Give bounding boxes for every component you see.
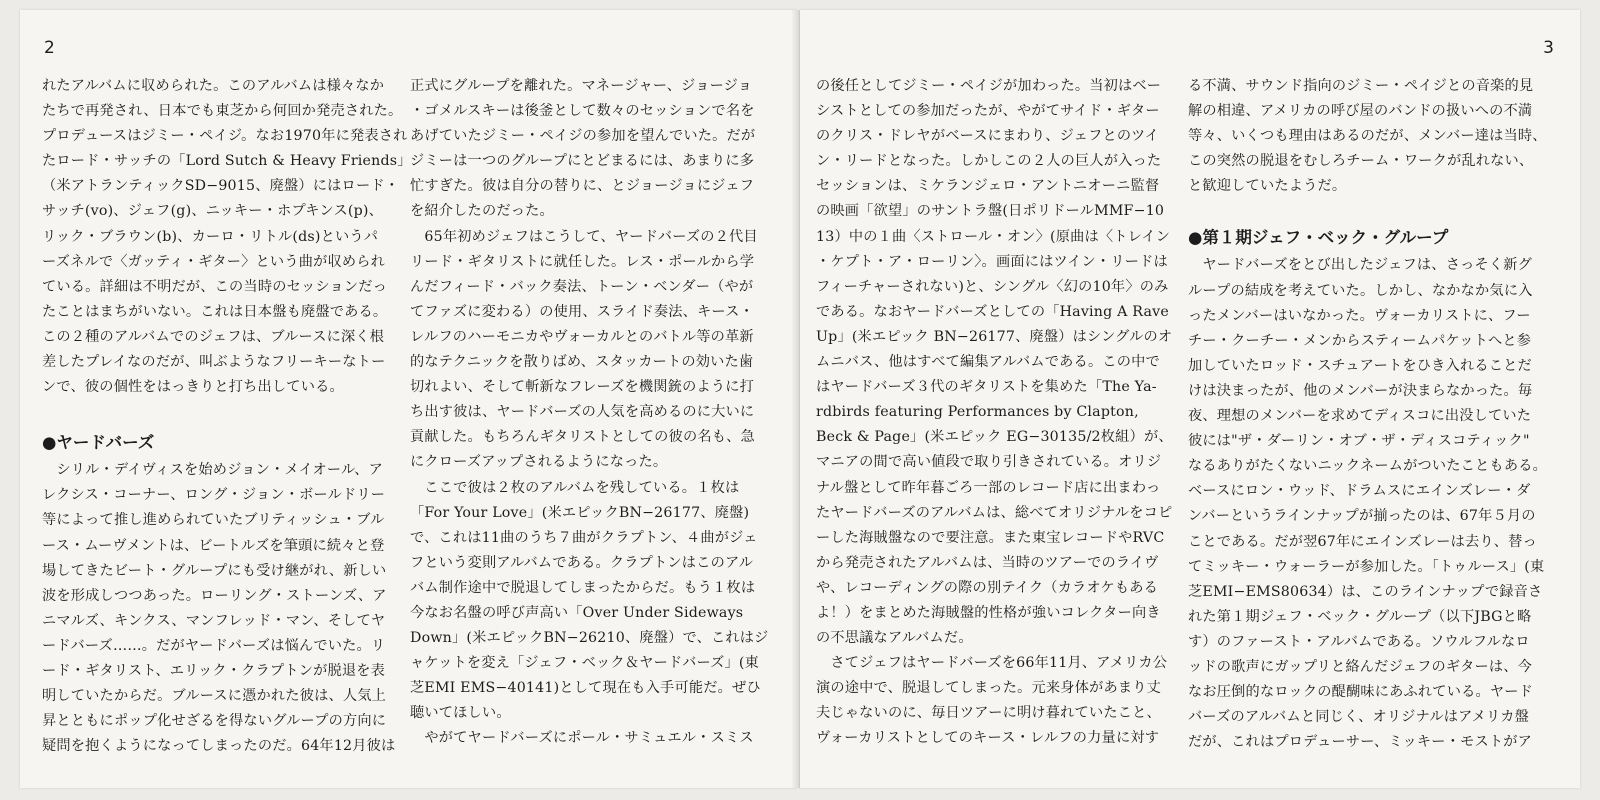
column-1 (42, 74, 412, 759)
col4-paragraph-2 (1188, 253, 1547, 755)
page-number-left: 2 (44, 38, 55, 58)
column-3 (816, 74, 1173, 752)
text-line: あげていたジミー・ペイジの参加を望んでいた。だが (410, 128, 756, 145)
text-line: んだフィード・バック奏法、トーン・ベンダー（やが (410, 278, 754, 295)
text-line: 夜、理想のメンバーを求めてディスコに出没していた (1188, 408, 1532, 425)
text-line: ナル盤として昨年暮ごろ一部のレコード店に出まわっ (816, 479, 1161, 496)
text-line: で、これは11曲のうち７曲がクラプトン、４曲がジェ (410, 529, 758, 546)
text-line: やがてヤードバーズにポール・サミュエル・スミス (410, 730, 754, 747)
text-line: たロード・サッチの「Lord Sutch & Heavy Friends」 (42, 153, 412, 170)
text-line: と歓迎していたようだ。 (1188, 178, 1347, 195)
text-line: 波を形成しつつあった。ローリング・ストーンズ、ア (42, 587, 387, 604)
text-line: の映画「欲望」のサントラ盤(日ポリドールMMF−10 (816, 203, 1165, 220)
text-line: 場してきたビート・グループにも受け継がれ、新しい (42, 562, 387, 579)
text-line: ンバーというラインナップが揃ったのは、67年５月の (1188, 508, 1536, 525)
text-line: なるありがたくないニックネームがついたこともある。 (1188, 458, 1547, 475)
text-line: ループの結成を考えていた。しかし、なかなか気に入 (1188, 282, 1533, 299)
text-line: 芝EMI EMS−40141)として現在も入手可能だ。ぜひ (410, 680, 761, 697)
text-line: ・ケプト・ア・ローリン〉。画面にはツイン・リードは (816, 253, 1168, 270)
text-line: ンで、彼の個性をはっきりと打ち出している。 (42, 379, 344, 396)
col2-text (410, 74, 769, 752)
text-line: Up」(米エピック BN−26177、廃盤）はシングルのオ (816, 328, 1173, 345)
col3-text (816, 74, 1173, 752)
text-line: や、レコーディングの際の別テイク（カラオケもある (816, 579, 1159, 596)
text-line: 切れよい、そして斬新なフレーズを機関銃のように打 (410, 379, 755, 396)
text-line: 疑問を抱くようになってしまったのだ。64年12月彼は (42, 738, 396, 755)
text-line: 夫じゃないのに、毎日ツアーに明け暮れていたこと、 (816, 705, 1161, 722)
text-line: ことである。だが翌67年にエインズレーは去り、替っ (1188, 533, 1537, 550)
text-line: ベースにロン・ウッド、ドラムスにエインズレー・ダ (1188, 483, 1531, 500)
text-line: よ！）をまとめた海賊盤的性格が強いコレクター向き (816, 604, 1161, 621)
text-line: ち出す彼は、ヤードバーズの人気を高めるのに大いに (410, 404, 755, 421)
text-line: ャケットを変え「ジェフ・ベック＆ヤードバーズ」(東 (410, 655, 760, 672)
text-line: 65年初めジェフはこうして、ヤードバーズの２代目 (410, 228, 758, 245)
text-line: ったメンバーはいなかった。ヴォーカリストに、フー (1188, 307, 1531, 324)
text-line: ース・ムーヴメントは、ビートルズを筆頭に続々と登 (42, 537, 385, 554)
text-line: 等によって推し進められていたブリティッシュ・ブル (42, 512, 385, 529)
text-line: 加していたロッド・スチュアートをひき入れることだ (1188, 357, 1532, 374)
text-line: たヤードバーズのアルバムは、総べてオリジナルをコピ (816, 504, 1173, 521)
column-2 (410, 74, 769, 752)
text-line: バーズのアルバムと同じく、オリジナルはアメリカ盤 (1188, 709, 1530, 726)
text-line: シリル・デイヴィスを始めジョン・メイオール、ア (42, 462, 384, 479)
text-line: ヴォーカリストとしてのキース・レルフの力量に対す (816, 730, 1160, 747)
col4-paragraph-1 (1188, 74, 1547, 199)
text-line: 今なお名盤の呼び声高い「Over Under Sideways (410, 604, 744, 621)
text-line: はヤードバーズ３代のギタリストを集めた「The Ya- (816, 379, 1157, 396)
text-line: る不満、サウンド指向のジミー・ペイジとの音楽的見 (1188, 78, 1534, 94)
col1-paragraph-2 (42, 458, 394, 759)
text-line: ・ゴメルスキーは後釜として数々のセッションで名を (410, 103, 755, 120)
text-line: ン・リードとなった。しかしこの２人の巨人が入った (816, 153, 1162, 170)
text-line: さてジェフはヤードバーズを66年11月、アメリカ公 (816, 655, 1168, 672)
text-line: たことはまちがいない。これは日本盤も廃盤である。 (42, 303, 388, 320)
text-line: 聴いてほしい。 (410, 705, 511, 722)
text-line: 昇とともにポップ化せざるを得ないグループの方向に (42, 713, 387, 730)
text-line: この２種のアルバムでのジェフは、ブルースに深く根 (42, 328, 385, 345)
text-line: だが、これはプロデューサー、ミッキー・モストがア (1188, 734, 1533, 751)
text-line: の不思議なアルバムだ。 (816, 630, 973, 647)
text-line: 解の相違、アメリカの呼び屋のバンドの扱いへの不満 (1188, 103, 1533, 120)
text-line: のクリス・ドレヤがベースにまわり、ジェフとのツイ (816, 128, 1160, 145)
text-line: ここで彼は２枚のアルバムを残している。１枚は (410, 479, 740, 496)
right-page (800, 10, 1580, 788)
column-4 (1188, 74, 1547, 755)
text-line: なお圧倒的なロックの醍醐味にあふれている。ヤード (1188, 684, 1534, 701)
text-line: から発売されたアルバムは、当時のツアーでのライヴ (816, 554, 1159, 571)
text-line: す）のファースト・アルバムである。ソウルフルなロ (1188, 633, 1530, 650)
text-line: 的なテクニックを散りばめ、スタッカートの効いた歯 (410, 354, 754, 371)
text-line: にクローズアップされるようになった。 (410, 454, 668, 471)
text-line: リック・ブラウン(b)、カーロ・リトル(ds)というパ (42, 228, 379, 245)
text-line: rdbirds featuring Performances by Clapton, (816, 404, 1139, 421)
text-line: Beck & Page」(米エピック EG−30135/2枚組）が、 (816, 429, 1173, 446)
text-line: の後任としてジミー・ペイジが加わった。当初はベー (816, 78, 1162, 94)
text-line: ーズネルで〈ガッティ・ギター〉という曲が収められ (42, 253, 386, 270)
text-line: ードバーズ……。だがヤードバーズは悩んでいた。リ (42, 637, 386, 654)
text-line: たちで再発され、日本でも東芝から何回か発売された。 (42, 103, 403, 120)
text-line: 正式にグループを離れた。マネージャー、ジョージョ (410, 78, 753, 94)
text-line: ている。詳細は不明だが、この当時のセッションだっ (42, 278, 388, 295)
text-line: である。なおヤードバーズとしての「Having A Rave (816, 303, 1169, 320)
text-line: セッションは、ミケランジェロ・アントニオーニ監督 (816, 178, 1160, 195)
text-line: Down」(米エピックBN−26210、廃盤）で、これはジ (410, 630, 769, 647)
text-line: 「For Your Love」(米エピックBN−26177、廃盤) (410, 504, 750, 521)
text-line: ジミーは一つのグループにとどまるには、あまりに多 (410, 153, 755, 170)
text-line: 演の途中で、脱退してしまった。元来身体があまり丈 (816, 680, 1162, 697)
page-number-right: 3 (1543, 38, 1554, 58)
text-line: れたアルバムに収められた。このアルバムは様々なか (42, 78, 385, 94)
text-line: 貢献した。もちろんギタリストとしての彼の名も、急 (410, 429, 755, 446)
text-line: 忙すぎた。彼は自分の替りに、とジョージョにジェフ (410, 178, 755, 195)
text-line: けは決まったが、他のメンバーが決まらなかった。毎 (1188, 382, 1533, 399)
text-line: ニマルズ、キンクス、マンフレッド・マン、そしてヤ (42, 612, 386, 629)
text-line: 明していたからだ。ブルースに憑かれた彼は、人気上 (42, 688, 387, 705)
text-line: バム制作途中で脱退してしまったからだ。もう１枚は (410, 579, 756, 596)
text-line: フという変則アルバムである。クラプトンはこのアル (410, 554, 754, 571)
text-line: れた第１期ジェフ・ベック・グループ（以下JBGと略 (1188, 608, 1532, 625)
text-line: 彼には"ザ・ダーリン・オブ・ザ・ディスコティック" (1188, 433, 1530, 450)
text-line: ヤードバーズをとび出したジェフは、さっそく新グ (1188, 257, 1533, 274)
text-line: リード・ギタリストに就任した。レス・ポールから学 (410, 253, 755, 270)
text-line: レクシス・コーナー、ロング・ジョン・ボールドリー (42, 487, 386, 504)
col1-paragraph-1 (42, 74, 412, 400)
text-line: マニアの間で高い値段で取り引きされている。オリジ (816, 454, 1162, 471)
text-line: てミッキー・ウォーラーが参加した。「トゥルース」(東 (1188, 558, 1545, 575)
text-line: 芝EMI−EMS80634）は、このラインナップで録音さ (1188, 583, 1543, 600)
text-line: この突然の脱退をむしろチーム・ワークが乱れない、 (1188, 153, 1534, 170)
text-line: シストとしての参加だったが、やがてサイド・ギター (816, 103, 1160, 120)
text-line: レルフのハーモニカやヴォーカルとのバトル等の革新 (410, 328, 754, 345)
left-page (20, 10, 797, 788)
section-heading-jbg: ●第１期ジェフ・ベック・グループ (1188, 228, 1449, 248)
text-line: プロデュースはジミー・ペイジ。なお1970年に発表され (42, 128, 408, 145)
section-heading-yardbirds: ●ヤードバーズ (42, 433, 155, 453)
text-line: てファズに変わる）の使用、スライド奏法、キース・ (410, 303, 754, 320)
text-line: サッチ(vo)、ジェフ(g)、ニッキー・ホプキンス(p)、 (42, 203, 384, 220)
text-line: フィーチャーされない)と、シングル〈幻の10年〉のみ (816, 278, 1169, 295)
text-line: チー・クーチー・メンからスティームパケットへと参 (1188, 332, 1532, 349)
text-line: 等々、いくつも理由はあるのだが、メンバー達は当時、 (1188, 128, 1547, 145)
text-line: ッドの歌声にガップリと絡んだジェフのギターは、今 (1188, 658, 1533, 675)
text-line: ムニバス、他はすべて編集アルバムである。この中で (816, 354, 1160, 371)
text-line: ーした海賊盤なので要注意。また東宝レコードやRVC (816, 529, 1165, 546)
text-line: （米アトランティックSD−9015、廃盤）にはロード・ (42, 178, 400, 195)
text-line: ード・ギタリスト、エリック・クラプトンが脱退を表 (42, 662, 386, 679)
text-line: 13）中の１曲〈ストロール・オン〉(原曲は〈トレイン (816, 228, 1171, 245)
text-line: 差したプレイなのだが、叫ぶようなフリーキーなトー (42, 354, 386, 371)
text-line: を紹介したのだった。 (410, 203, 554, 220)
